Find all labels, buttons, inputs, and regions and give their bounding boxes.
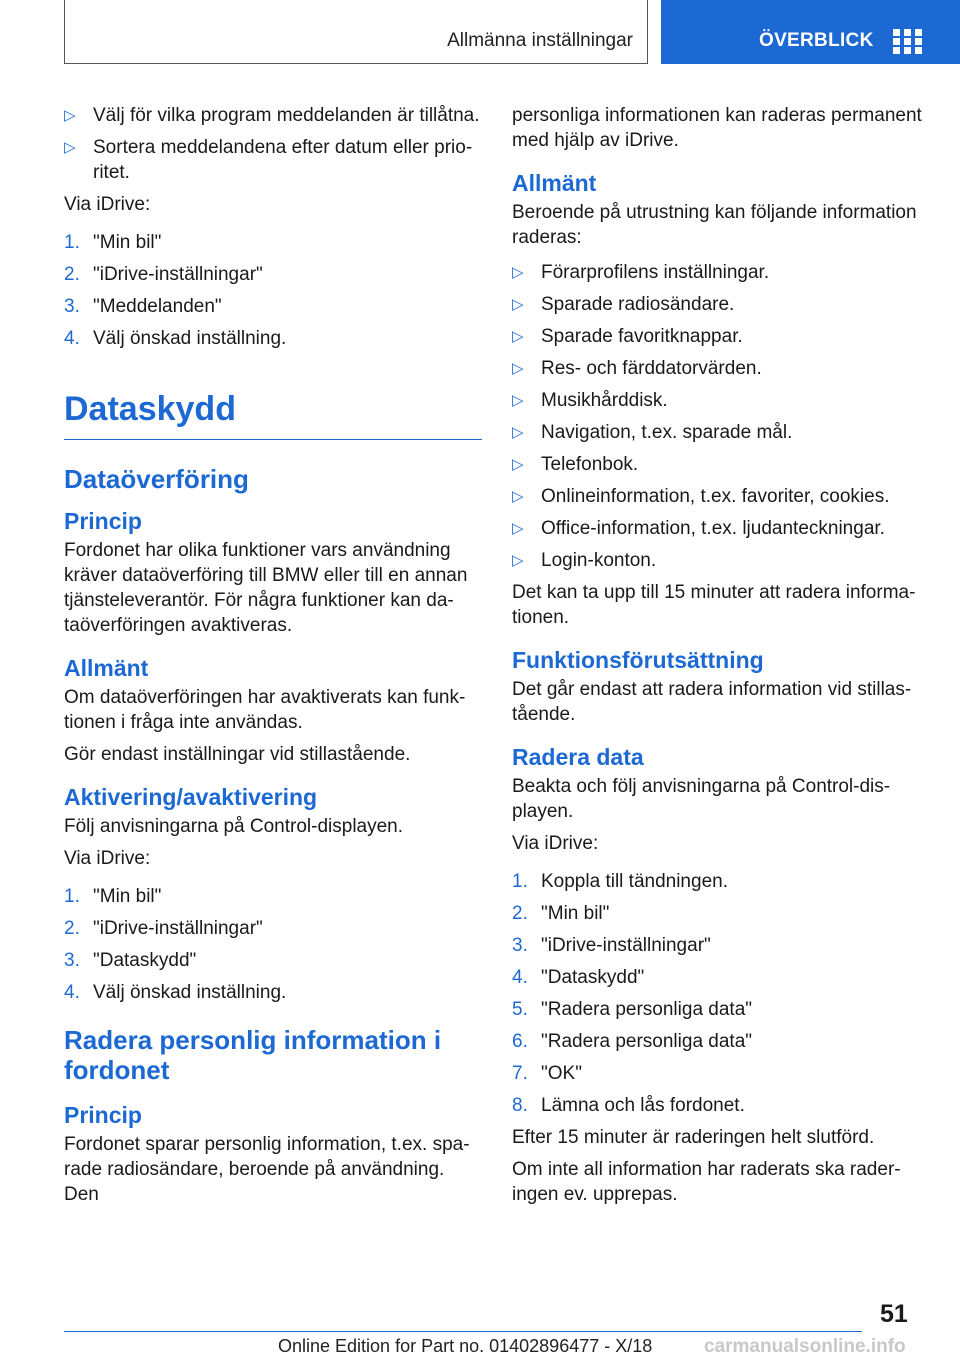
subsection-title: Allmänt bbox=[512, 170, 597, 196]
triangle-bullet-icon: ▷ bbox=[512, 296, 524, 313]
step-item: 4. Välj önskad inställning. bbox=[64, 328, 287, 349]
step-item: 4. Välj önskad inställning. bbox=[64, 982, 287, 1003]
list-item: ▷ Sortera meddelandena efter datum eller prio- ritet. bbox=[64, 137, 473, 183]
triangle-bullet-icon: ▷ bbox=[512, 456, 524, 473]
step-item: 1. Koppla till tändningen. bbox=[512, 871, 728, 892]
triangle-bullet-icon: ▷ bbox=[512, 264, 524, 281]
list-item: ▷ Login-konton. bbox=[512, 550, 657, 571]
step-item: 7. "OK" bbox=[512, 1063, 582, 1084]
triangle-bullet-icon: ▷ bbox=[64, 139, 76, 156]
paragraph: Om dataöverföringen har avaktiverats kan funk-tionen i fråga inte användas. bbox=[64, 687, 466, 733]
triangle-bullet-icon: ▷ bbox=[64, 107, 76, 124]
step-item: 1. "Min bil" bbox=[64, 232, 162, 253]
triangle-bullet-icon: ▷ bbox=[512, 424, 524, 441]
list-item: ▷ Sparade radiosändare. bbox=[512, 294, 735, 315]
subsection-title: Princip bbox=[64, 508, 142, 534]
overview-label: ÖVERBLICK bbox=[759, 30, 874, 51]
list-item: ▷ Res- och färddatorvärden. bbox=[512, 358, 762, 379]
paragraph: personliga informationen kan raderas permanent med hjälp av iDrive. bbox=[512, 105, 922, 151]
subsection-title: Funktionsförutsättning bbox=[512, 647, 764, 673]
list-item: ▷ Telefonbok. bbox=[512, 454, 639, 475]
subsection-title: Allmänt bbox=[64, 655, 149, 681]
triangle-bullet-icon: ▷ bbox=[512, 488, 524, 505]
step-item: 2. "iDrive-inställningar" bbox=[64, 264, 263, 285]
via-idrive-text: Via iDrive: bbox=[64, 194, 151, 215]
triangle-bullet-icon: ▷ bbox=[512, 552, 524, 569]
paragraph: Följ anvisningarna på Control-displayen. bbox=[64, 816, 404, 837]
subsection-title: Radera data bbox=[512, 744, 644, 770]
header-section-title: Allmänna inställningar bbox=[447, 30, 633, 51]
via-idrive-text: Via iDrive: bbox=[64, 848, 151, 869]
section-title: Radera personlig information i fordonet bbox=[64, 1025, 442, 1085]
paragraph: Beakta och följ anvisningarna på Control-dis-playen. bbox=[512, 776, 891, 822]
left-column bbox=[64, 103, 482, 1214]
via-idrive-text: Via iDrive: bbox=[512, 833, 599, 854]
subsection-title: Aktivering/avaktivering bbox=[64, 784, 318, 810]
list-item: ▷ Välj för vilka program meddelanden är tillåtna. bbox=[64, 105, 480, 126]
triangle-bullet-icon: ▷ bbox=[512, 360, 524, 377]
list-item: ▷ Musikhårddisk. bbox=[512, 390, 668, 411]
step-item: 6. "Radera personliga data" bbox=[512, 1031, 753, 1052]
triangle-bullet-icon: ▷ bbox=[512, 328, 524, 345]
paragraph: Beroende på utrustning kan följande information raderas: bbox=[512, 202, 917, 248]
step-item: 3. "iDrive-inställningar" bbox=[512, 935, 711, 956]
step-item: 5. "Radera personliga data" bbox=[512, 999, 753, 1020]
step-item: 1. "Min bil" bbox=[64, 886, 162, 907]
paragraph: Gör endast inställningar vid stillastående. bbox=[64, 744, 411, 765]
step-item: 2. "iDrive-inställningar" bbox=[64, 918, 263, 939]
triangle-bullet-icon: ▷ bbox=[512, 520, 524, 537]
right-column bbox=[512, 103, 932, 1214]
paragraph: Fordonet har olika funktioner vars användning kräver dataöverföring till BMW eller till en annan tjänsteleverantör. För några funktioner kan da-taöverföringen avaktiveras. bbox=[64, 540, 468, 636]
list-item: ▷ Office-information, t.ex. ljudanteckningar. bbox=[512, 518, 885, 539]
list-item: ▷ Sparade favoritknappar. bbox=[512, 326, 743, 347]
page-number: 51 bbox=[880, 1300, 908, 1328]
list-item: ▷ Förarprofilens inställningar. bbox=[512, 262, 770, 283]
step-item: 3. "Meddelanden" bbox=[64, 296, 222, 317]
triangle-bullet-icon: ▷ bbox=[512, 392, 524, 409]
chapter-title: Dataskydd bbox=[64, 389, 482, 440]
step-item: 4. "Dataskydd" bbox=[512, 967, 645, 988]
footer-edition: Online Edition for Part no. 01402896477 - X/18 bbox=[278, 1336, 653, 1356]
step-item: 8. Lämna och lås fordonet. bbox=[512, 1095, 745, 1116]
section-title: Dataöverföring bbox=[64, 464, 249, 494]
subsection-title: Princip bbox=[64, 1102, 142, 1128]
footer-divider bbox=[64, 1331, 862, 1332]
grid-icon bbox=[893, 29, 923, 55]
step-item: 2. "Min bil" bbox=[512, 903, 610, 924]
watermark: carmanualsonline.info bbox=[704, 1336, 906, 1357]
paragraph: Det kan ta upp till 15 minuter att radera informa-tionen. bbox=[512, 582, 916, 628]
overview-button[interactable] bbox=[661, 0, 960, 64]
list-item: ▷ Onlineinformation, t.ex. favoriter, cookies. bbox=[512, 486, 890, 507]
step-item: 3. "Dataskydd" bbox=[64, 950, 197, 971]
list-item: ▷ Navigation, t.ex. sparade mål. bbox=[512, 422, 793, 443]
paragraph: Fordonet sparar personlig information, t.ex. spa-rade radiosändare, beroende på användning. Den bbox=[64, 1134, 470, 1205]
header-section-tab bbox=[64, 0, 648, 64]
paragraph: Efter 15 minuter är raderingen helt slutförd. bbox=[512, 1127, 875, 1148]
paragraph: Det går endast att radera information vid stillas-tående. bbox=[512, 679, 912, 725]
paragraph: Om inte all information har raderats ska rader-ingen ev. upprepas. bbox=[512, 1159, 901, 1205]
